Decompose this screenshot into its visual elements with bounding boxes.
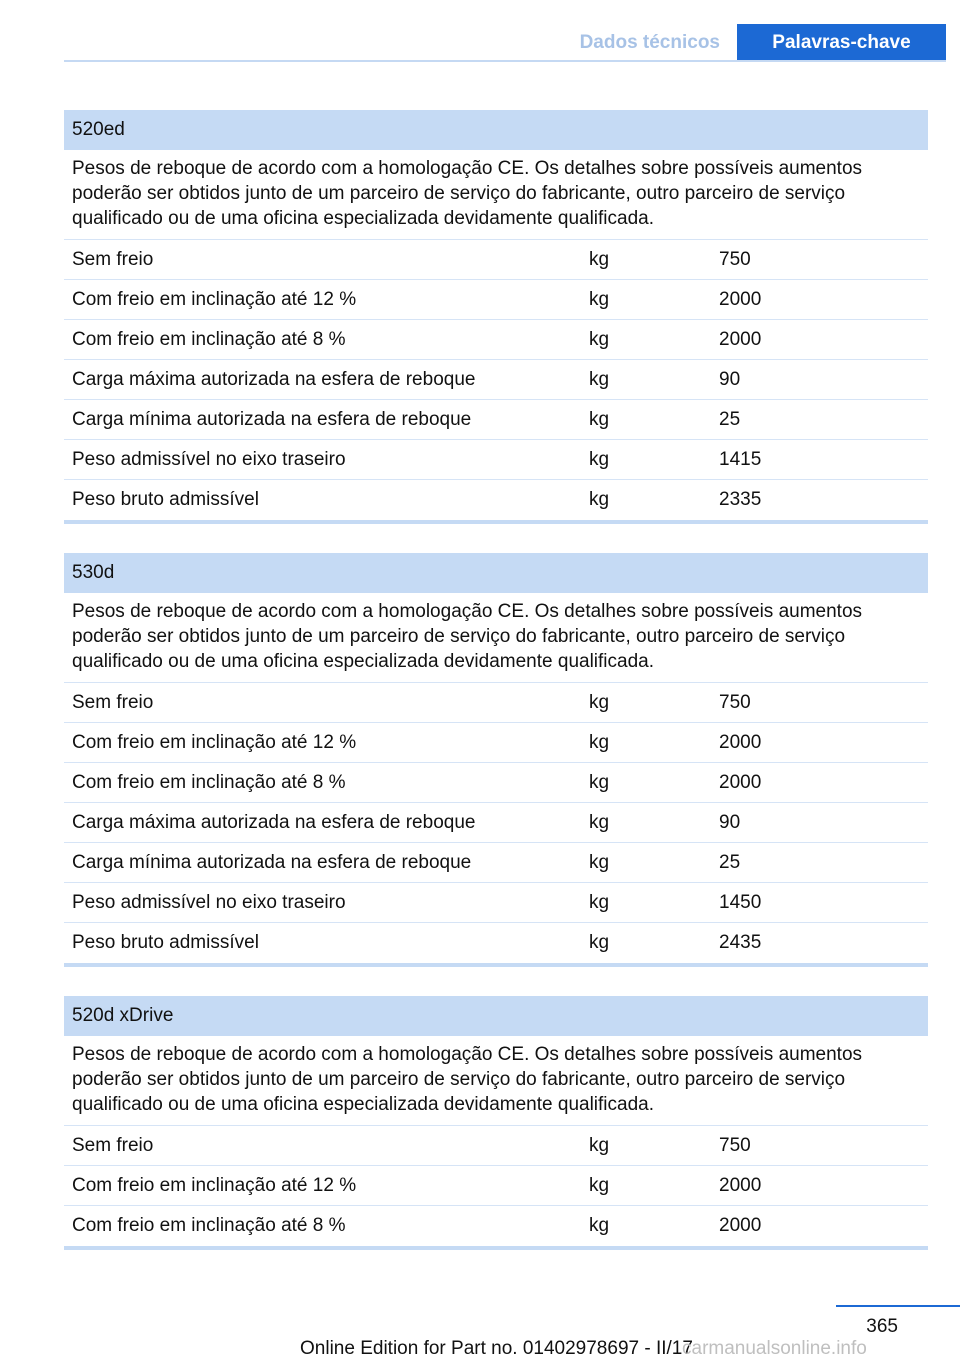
row-label: Carga mínima autorizada na esfera de reboque [72,409,472,430]
page-number-rule [836,1305,960,1307]
row-unit: kg [589,1215,610,1236]
row-value: 750 [719,249,751,270]
edition-footer: Online Edition for Part no. 01402978697 - II/17 [300,1338,693,1359]
row-label: Carga máxima autorizada na esfera de reboque [72,369,476,390]
table-row [64,843,928,883]
row-value: 2000 [719,329,762,350]
table-end-rule [64,963,928,967]
row-label: Com freio em inclinação até 8 % [72,329,346,350]
row-label: Carga mínima autorizada na esfera de reboque [72,852,472,873]
table-row [64,723,928,763]
row-unit: kg [589,249,610,270]
table-row [64,1206,928,1246]
table-row [64,320,928,360]
row-value: 90 [719,369,741,390]
spec-table-530d [64,553,928,967]
table-row [64,240,928,280]
row-label: Com freio em inclinação até 8 % [72,772,346,793]
row-label: Carga máxima autorizada na esfera de reboque [72,812,476,833]
row-value: 2335 [719,489,762,510]
row-value: 2000 [719,1215,762,1236]
tab-palavras-chave[interactable]: Palavras-chave [737,24,946,62]
row-label: Com freio em inclinação até 12 % [72,289,357,310]
row-unit: kg [589,449,610,470]
table-row [64,280,928,320]
header-divider [64,60,946,62]
row-unit: kg [589,1135,610,1156]
row-value: 25 [719,852,741,873]
row-label: Sem freio [72,692,154,713]
row-unit: kg [589,852,610,873]
table-row [64,440,928,480]
row-unit: kg [589,892,610,913]
row-value: 750 [719,692,751,713]
row-value: 2000 [719,289,762,310]
table-note: Pesos de reboque de acordo com a homologação CE. Os detalhes sobre possíveis aumentos poderão ser obtidos junto de um parceiro de serviço do fabricante, outro parceiro de serviço qualificado ou de uma oficina especializada devidamente qualificada. [64,150,928,240]
row-label: Com freio em inclinação até 8 % [72,1215,346,1236]
row-label: Peso bruto admissível [72,932,259,953]
table-row [64,400,928,440]
table-end-rule [64,1246,928,1250]
row-unit: kg [589,1175,610,1196]
spec-table-520d-xdrive [64,996,928,1250]
row-label: Com freio em inclinação até 12 % [72,1175,357,1196]
table-row [64,1126,928,1166]
table-end-rule [64,520,928,524]
spec-table-520ed [64,110,928,524]
table-row [64,360,928,400]
table-row [64,923,928,963]
row-value: 750 [719,1135,751,1156]
page-header [0,0,960,62]
row-unit: kg [589,932,610,953]
row-label: Peso bruto admissível [72,489,259,510]
page-number: 365 [866,1316,898,1337]
table-note: Pesos de reboque de acordo com a homologação CE. Os detalhes sobre possíveis aumentos poderão ser obtidos junto de um parceiro de serviço do fabricante, outro parceiro de serviço qualificado ou de uma oficina especializada devidamente qualificada. [64,1036,928,1126]
row-value: 2000 [719,772,762,793]
row-value: 2000 [719,732,762,753]
table-title: 520d xDrive [64,996,928,1036]
table-title: 530d [64,553,928,593]
tab-dados-tecnicos[interactable]: Dados técnicos [579,32,720,53]
row-unit: kg [589,369,610,390]
row-value: 90 [719,812,741,833]
row-label: Peso admissível no eixo traseiro [72,449,346,470]
row-unit: kg [589,289,610,310]
row-unit: kg [589,812,610,833]
row-value: 25 [719,409,741,430]
row-unit: kg [589,489,610,510]
row-label: Peso admissível no eixo traseiro [72,892,346,913]
row-unit: kg [589,732,610,753]
table-title: 520ed [64,110,928,150]
table-row [64,480,928,520]
table-row [64,763,928,803]
row-unit: kg [589,772,610,793]
row-label: Sem freio [72,1135,154,1156]
row-value: 1450 [719,892,762,913]
table-row [64,883,928,923]
table-row [64,803,928,843]
row-value: 2435 [719,932,762,953]
row-unit: kg [589,692,610,713]
row-label: Com freio em inclinação até 12 % [72,732,357,753]
table-row [64,683,928,723]
table-note: Pesos de reboque de acordo com a homologação CE. Os detalhes sobre possíveis aumentos poderão ser obtidos junto de um parceiro de serviço do fabricante, outro parceiro de serviço qualificado ou de uma oficina especializada devidamente qualificada. [64,593,928,683]
row-value: 1415 [719,449,762,470]
watermark-text: carmanualsonline.info [682,1338,867,1359]
row-unit: kg [589,329,610,350]
row-unit: kg [589,409,610,430]
row-label: Sem freio [72,249,154,270]
table-row [64,1166,928,1206]
row-value: 2000 [719,1175,762,1196]
